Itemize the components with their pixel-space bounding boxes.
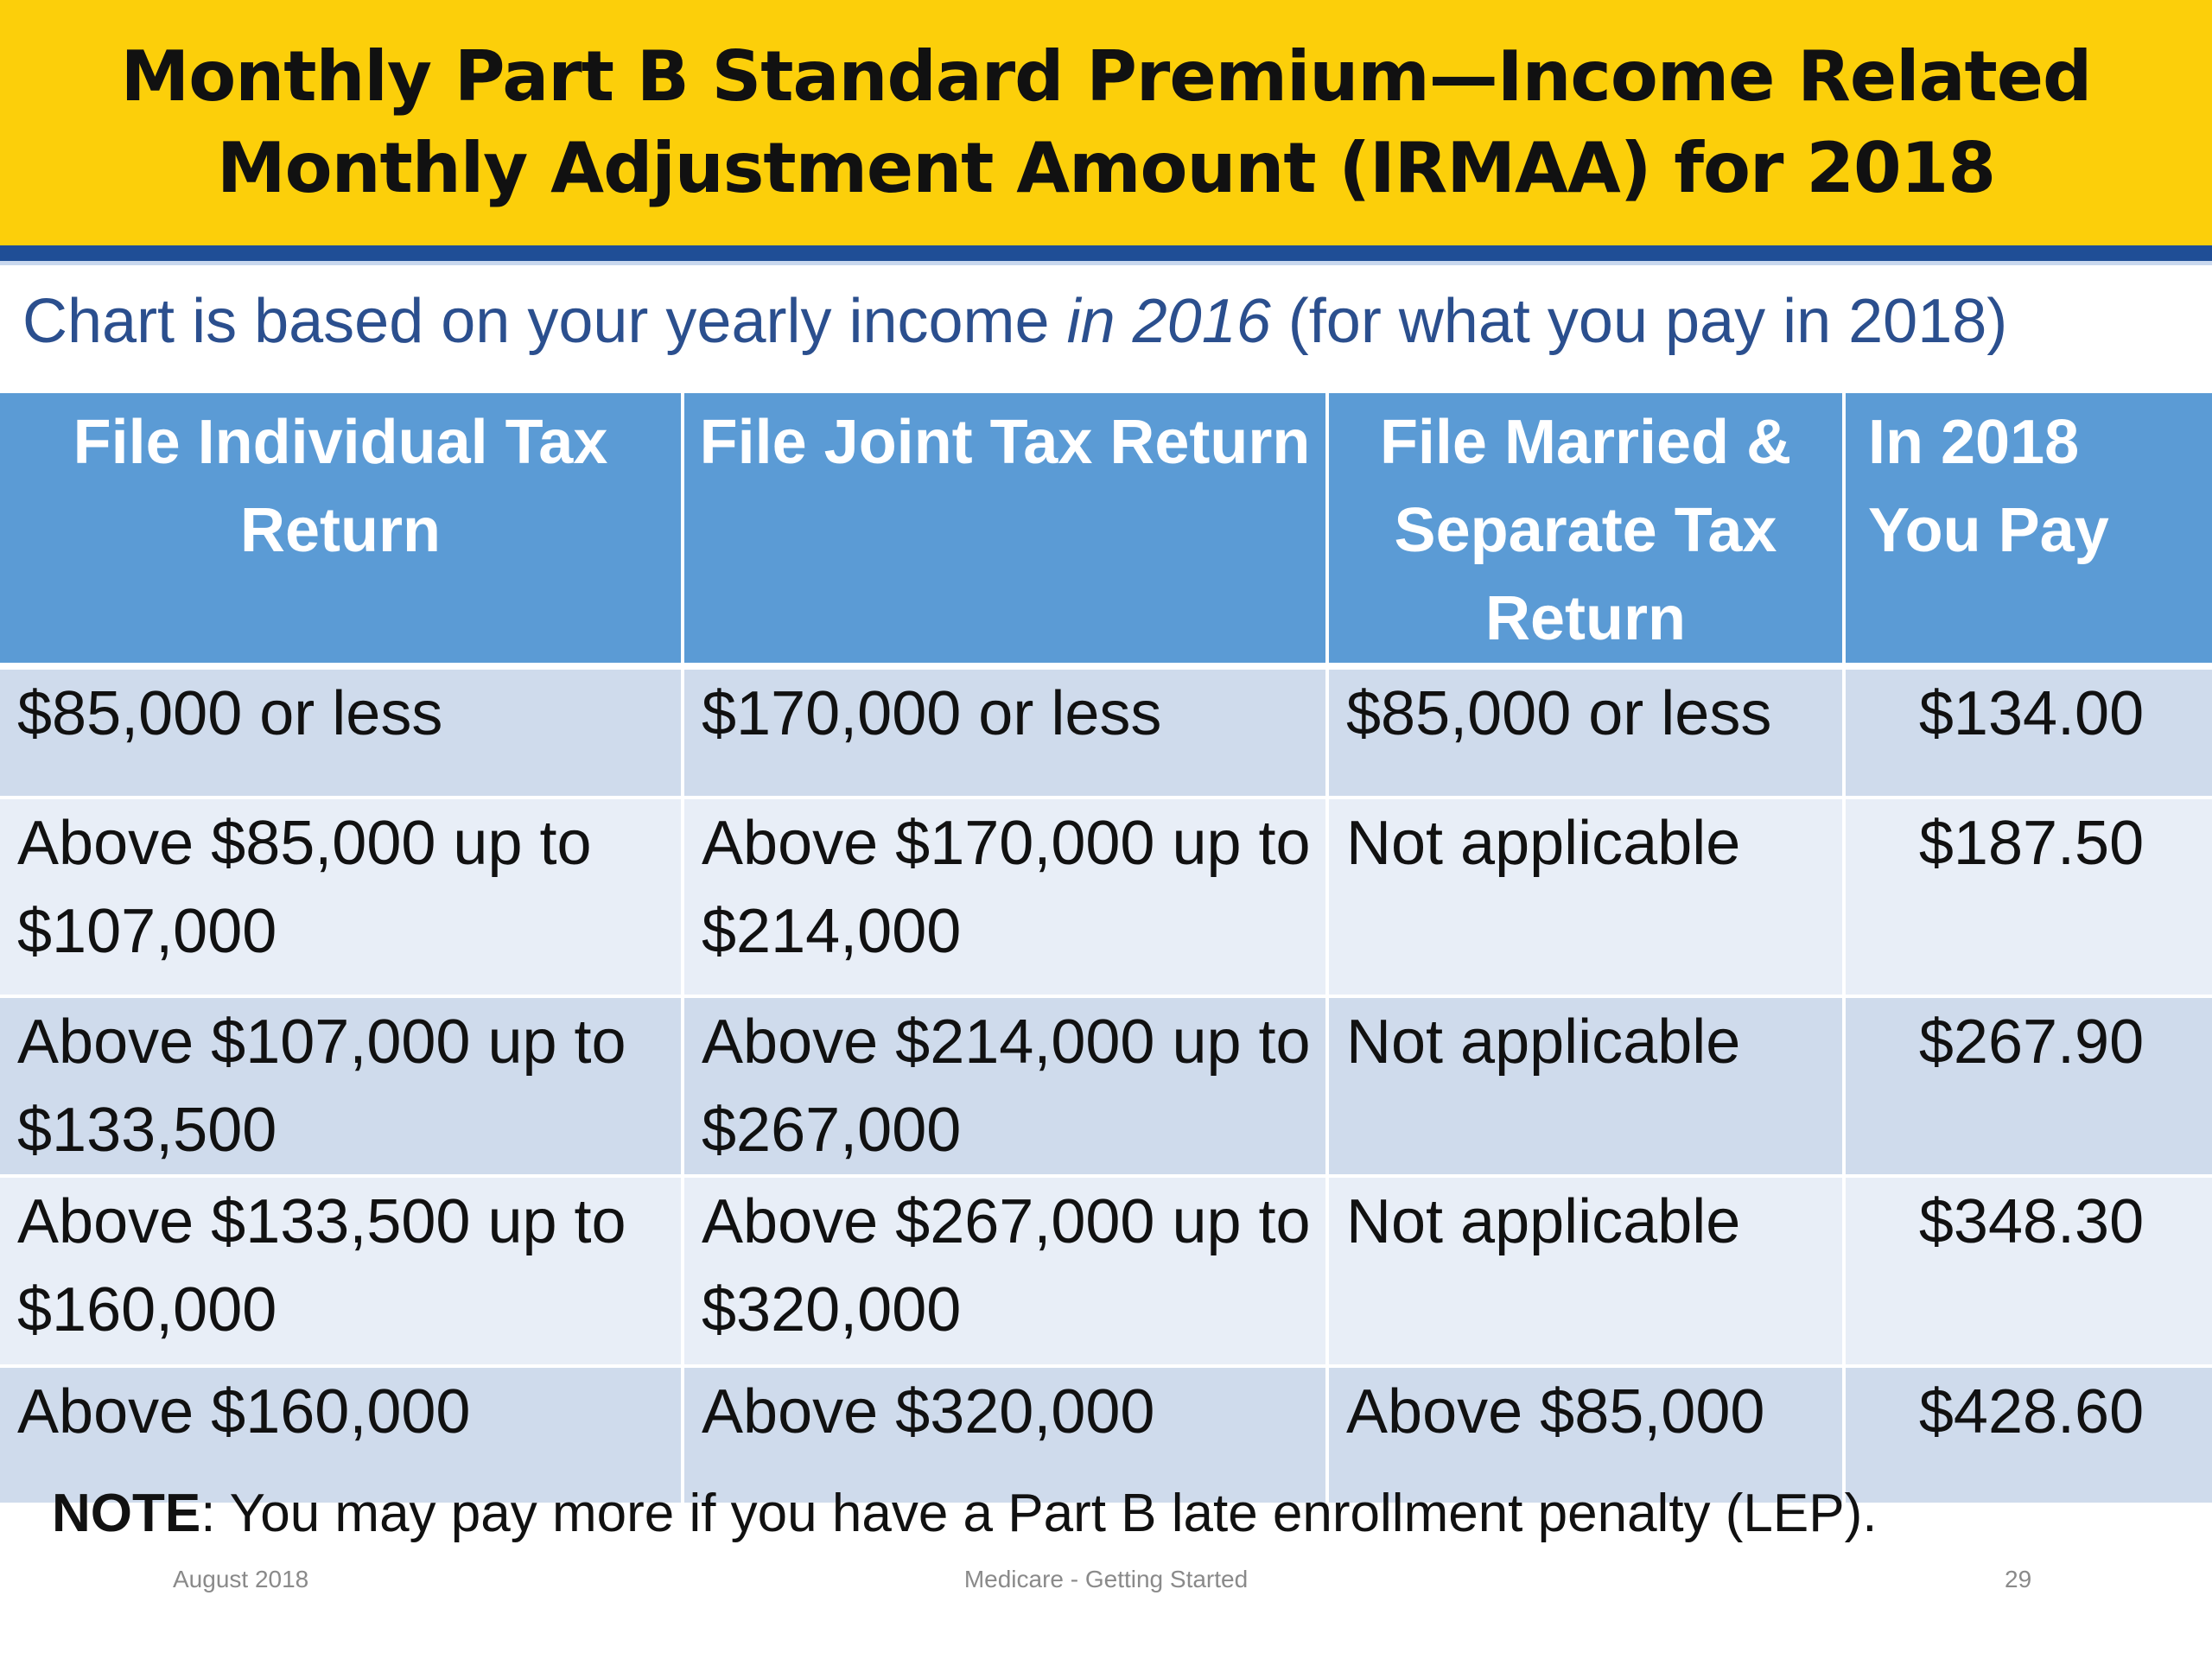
footer-date: August 2018	[173, 1566, 309, 1592]
table-header-row	[0, 393, 2212, 666]
cell-joint: Above $170,000 up to $214,000	[683, 798, 1327, 996]
header-married-separate: File Married & Separate Tax Return	[1327, 393, 1844, 666]
header-you-pay: In 2018 You Pay	[1844, 393, 2212, 666]
cell-you-pay: $348.30	[1844, 1176, 2212, 1366]
table-row	[0, 666, 2212, 798]
header-individual: File Individual Tax Return	[0, 393, 683, 666]
subtitle	[22, 278, 2200, 365]
note	[52, 1472, 2195, 1555]
cell-individual: Above $85,000 up to $107,000	[0, 798, 683, 996]
cell-married-separate: Not applicable	[1327, 798, 1844, 996]
footer-title: Medicare - Getting Started	[963, 1566, 1249, 1592]
subtitle-text-end: (for what you pay in 2018)	[1270, 287, 2008, 356]
note-text: : You may pay more if you have a Part B late enrollment penalty (LEP).	[200, 1484, 1878, 1543]
cell-married-separate: $85,000 or less	[1327, 666, 1844, 798]
cell-joint: Above $320,000	[683, 1366, 1327, 1504]
cell-joint: $170,000 or less	[683, 666, 1327, 798]
page-title-line-1: Monthly Part B Standard Premium—Income Related	[120, 36, 2092, 117]
table-row	[0, 996, 2212, 1176]
header-joint: File Joint Tax Return	[683, 393, 1327, 666]
subtitle-italic-year: in 2016	[1066, 287, 1271, 356]
note-label: NOTE	[52, 1484, 201, 1543]
cell-you-pay: $267.90	[1844, 996, 2212, 1176]
cell-married-separate: Above $85,000	[1327, 1366, 1844, 1504]
cell-individual: Above $160,000	[0, 1366, 683, 1504]
cell-you-pay: $134.00	[1844, 666, 2212, 798]
title-divider	[0, 245, 2212, 261]
cell-married-separate: Not applicable	[1327, 996, 1844, 1176]
cell-you-pay: $187.50	[1844, 798, 2212, 996]
title-banner	[0, 0, 2212, 245]
page-title-line-2: Monthly Adjustment Amount (IRMAA) for 2018	[217, 128, 1995, 208]
cell-joint: Above $214,000 up to $267,000	[683, 996, 1327, 1176]
table-row	[0, 798, 2212, 996]
subtitle-text: Chart is based on your yearly income	[22, 287, 1067, 356]
cell-you-pay: $428.60	[1844, 1366, 2212, 1504]
page-number: 29	[2005, 1566, 2032, 1592]
irmaa-table	[0, 393, 2212, 1506]
title-divider-accent	[0, 261, 2212, 265]
table-row	[0, 1176, 2212, 1366]
cell-individual: $85,000 or less	[0, 666, 683, 798]
cell-individual: Above $107,000 up to $133,500	[0, 996, 683, 1176]
cell-individual: Above $133,500 up to $160,000	[0, 1176, 683, 1366]
cell-joint: Above $267,000 up to $320,000	[683, 1176, 1327, 1366]
cell-married-separate: Not applicable	[1327, 1176, 1844, 1366]
